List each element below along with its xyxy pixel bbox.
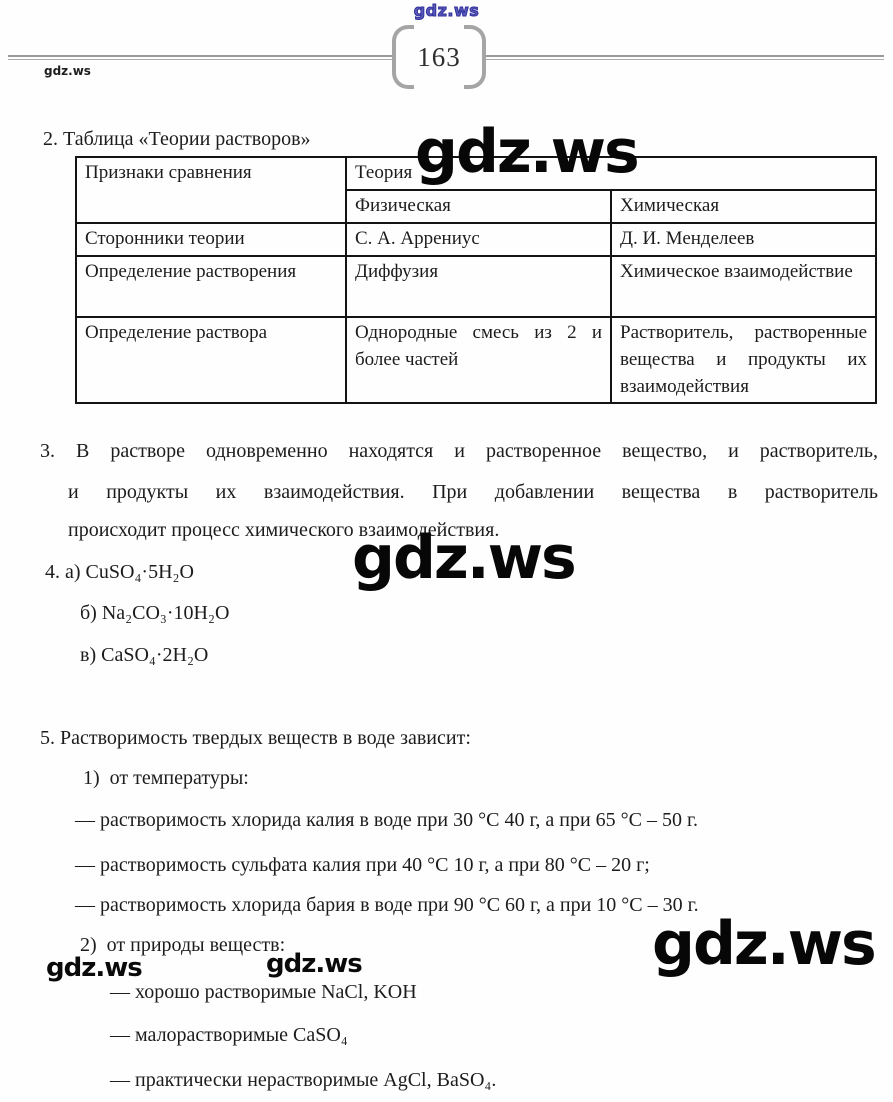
item3-line: происходит процесс химического взаимодействия. bbox=[68, 519, 500, 541]
table-cell-chemical-header: Химическая bbox=[611, 190, 876, 223]
table-cell-theory-header: Теория bbox=[346, 157, 876, 190]
watermark-gdz-top: gdz.ws bbox=[413, 1, 480, 20]
table-cell-physical: Диффузия bbox=[346, 256, 611, 317]
watermark-gdz-big-3: gdz.ws bbox=[652, 909, 875, 979]
solubility-nature-line: — практически нерастворимые AgCl, BaSO₄. bbox=[110, 1069, 497, 1091]
table-cell-criteria-header: Признаки сравнения bbox=[76, 157, 346, 223]
item3-line: и продукты их взаимодействия. При добавлении вещества в растворитель bbox=[68, 481, 878, 503]
item3-line: 3. В растворе одновременно находятся и растворенное вещество, и растворитель, bbox=[40, 440, 878, 462]
solubility-temp-line: — растворимость хлорида бария в воде при 90 °C 60 г, а при 10 °C – 30 г. bbox=[75, 894, 699, 916]
right-bracket-icon bbox=[464, 25, 486, 89]
table-cell-physical: С. А. Аррениус bbox=[346, 223, 611, 256]
table-cell-label: Определение раствора bbox=[76, 317, 346, 403]
table-cell-chemical: Химическое взаимодействие bbox=[611, 256, 876, 317]
table-row bbox=[76, 223, 876, 256]
watermark-gdz-header-left: gdz.ws bbox=[44, 64, 91, 78]
page-number-box bbox=[392, 22, 486, 92]
hydrate-formula-a: 4. а) CuSO₄·5H₂O bbox=[45, 561, 194, 583]
table-cell-physical: Однородные смесь из 2 и более частей bbox=[346, 317, 611, 403]
item5-sub1: 1) от температуры: bbox=[83, 767, 249, 789]
watermark-gdz-small-left: gdz.ws bbox=[46, 953, 142, 983]
solubility-temp-line: — растворимость хлорида калия в воде при 30 °C 40 г, а при 65 °C – 50 г. bbox=[75, 809, 698, 831]
hydrate-formula-b: б) Na₂CO₃·10H₂O bbox=[80, 602, 230, 624]
hydrate-formula-c: в) CaSO₄·2H₂O bbox=[80, 644, 209, 666]
solubility-temp-line: — растворимость сульфата калия при 40 °C 10 г, а при 80 °C – 20 г; bbox=[75, 854, 650, 876]
left-bracket-icon bbox=[392, 25, 414, 89]
table-cell-chemical: Растворитель, растворенные вещества и продукты их взаимодействия bbox=[611, 317, 876, 403]
solubility-nature-line: — хорошо растворимые NaCl, KOH bbox=[110, 981, 417, 1003]
watermark-gdz-small-center: gdz.ws bbox=[266, 949, 362, 979]
table-cell-label: Определение растворения bbox=[76, 256, 346, 317]
item5-sub2: 2) от природы веществ: bbox=[80, 934, 286, 956]
table-row bbox=[76, 317, 876, 403]
theories-table bbox=[75, 156, 877, 404]
table-row bbox=[76, 256, 876, 317]
watermark-gdz-big-2: gdz.ws bbox=[352, 523, 575, 593]
watermark-gdz-big-1: gdz.ws bbox=[415, 117, 638, 187]
item5-heading: 5. Растворимость твердых веществ в воде зависит: bbox=[40, 727, 471, 749]
table-cell-physical-header: Физическая bbox=[346, 190, 611, 223]
item2-heading: 2. Таблица «Теории растворов» bbox=[43, 128, 311, 150]
table-cell-chemical: Д. И. Менделеев bbox=[611, 223, 876, 256]
table-cell-label: Сторонники теории bbox=[76, 223, 346, 256]
page-number: 163 bbox=[417, 41, 461, 72]
solubility-nature-line: — малорастворимые CaSO₄ bbox=[110, 1024, 348, 1046]
